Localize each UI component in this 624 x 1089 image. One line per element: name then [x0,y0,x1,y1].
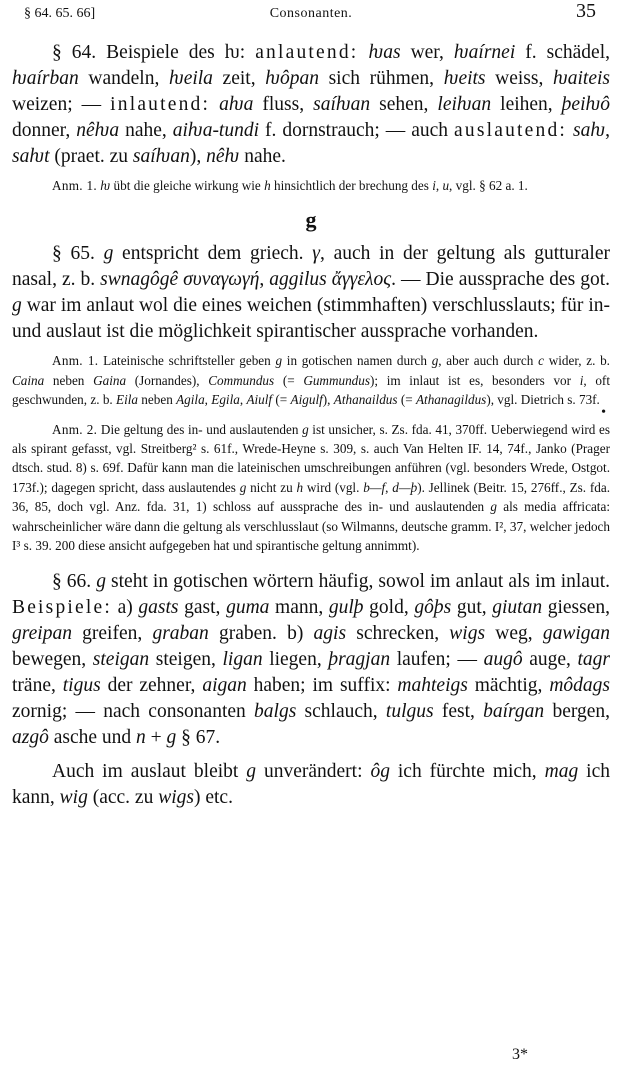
text-run: Auch im auslaut bleibt [52,761,247,783]
header-section-ref: § 64. 65. 66] [24,6,96,21]
text-run: zornig; — nach consonanten [12,701,255,723]
text-run: , [435,178,443,193]
gothic-word: ƕas [368,42,401,63]
text-run: mann, [269,597,329,619]
text-run: ich fürchte mich, [389,761,545,783]
text-run: ich kann, [12,761,610,809]
text-run: auge, [522,649,578,671]
gothic-word: þeiƕô [561,94,611,115]
gothic-word: n [136,727,146,749]
text-run: laufen; — [390,649,484,671]
text-run: wer, [400,42,454,63]
text-run: war im anlaut wol die eines weichen (stimmhaften) verschlusslauts; für in- und auslaut ist die möglichkeit spirantischer aussprache vorhanden. [12,295,610,343]
text-run: , [204,392,212,408]
gothic-word: Aigulf [290,392,323,408]
greek-word: συναγωγή [183,269,260,291]
gothic-word: wigs [158,787,194,809]
gothic-word: g [302,421,309,437]
note-65-2 [12,420,610,556]
gothic-word: steigan [92,649,150,671]
page-number: 35 [576,0,596,22]
text-run: unverändert: [256,761,371,783]
gothic-word: saíƕan [313,94,371,115]
spaced-word: auslautend: [454,120,568,141]
text-run: , [259,269,270,291]
text-run: , [239,392,247,408]
gothic-word: gasts [138,597,179,619]
text-run: Lateinische schriftsteller geben [98,353,276,369]
text-run: mächtig, [467,675,550,697]
stray-mark: • [601,405,606,420]
text-run: bewegen, [12,649,93,671]
gothic-word: môdags [549,675,610,697]
text-run: wider, z. b. [543,353,610,369]
gothic-word: u [442,178,450,193]
text-run: wird (vgl. [303,479,364,495]
gothic-word: saíƕan [132,146,190,167]
text-run: , auch in der geltung als gutturaler nasal, z. b. [12,243,610,291]
text-run: hinsichtlich der brechung des [270,178,433,193]
gothic-word: Agila [176,392,205,408]
greek-word: ἄγγελος [331,269,392,291]
text-run: (acc. zu [87,787,159,809]
gothic-word: ƕeila [168,68,213,89]
section-64-paragraph [12,40,610,170]
text-run: ist unsicher, s. Zs. fda. 41, 370ff. Ueberwiegend wird es als spirant gefasst, vgl. Streitberg² s. 61f., Wrede-Heyne s. 309, s. auch Van Helten IF. 14, 74f., Janko (Prager dtsch. stud. 8) s. 69f. Dafür kann man die lateinischen umschreibungen anführen (vgl. besonders Wrede, Ostgot. 173f.); dagegen spricht, dass auslautendes [12,421,611,495]
text-run: donner, [12,120,77,141]
text-run: asche und [48,727,137,749]
gothic-word: Aiulf [246,392,273,408]
text-run: , [385,479,393,495]
section-heading-g: g [305,207,317,233]
text-run: (= [274,372,304,388]
text-run: ), [189,146,207,167]
gothic-word: g [239,479,247,495]
gothic-word: wigs [449,623,486,645]
text-run: bergen, [544,701,611,723]
text-run: ). Jellinek (Beitr. 15, 276ff., Zs. fda. 36, 85, doch vgl. Anz. fda. 31, 1) schloss auf aussprache des in- und auslautenden [12,479,610,515]
gothic-word: Commundus [208,372,275,388]
text-run [210,94,219,115]
text-run: der zehner, [100,675,203,697]
gothic-word: Eila [116,392,138,408]
section-66-paragraph [12,569,610,751]
gothic-word: g [490,499,497,515]
gothic-word: Athanaildus [333,392,398,408]
section-64-intro: § 64. Beispiele des ƕ: [52,42,246,63]
text-run: schrecken, [346,623,450,645]
gothic-word: azgô [12,727,49,749]
text-run: wandeln, [78,68,169,89]
gothic-word: mag [544,761,579,783]
section-65-paragraph [12,241,610,345]
gothic-word: graban [152,623,209,645]
spaced-word: inlautend: [110,94,211,115]
text-run: gold, [363,597,415,619]
note-64-1 [12,176,610,195]
gothic-word: gulþ [328,597,364,619]
text-run: träne, [12,675,63,697]
text-run: weg, [485,623,543,645]
text-run: a) [111,597,139,619]
gothic-word: g [166,727,177,749]
text-run: übt die gleiche wirkung wie [110,178,265,193]
section-66-auslaut-paragraph [12,759,610,811]
gothic-word: Athanagildus [415,392,487,408]
gothic-word: c [538,353,544,369]
text-run: gut, [451,597,493,619]
text-run: + [145,727,167,749]
gothic-word: giutan [492,597,543,619]
text-run: § 65. [52,243,104,265]
text-run: f. dornstrauch; — auch [259,120,455,141]
gothic-word: tagr [577,649,611,671]
gothic-word: mahteigs [397,675,468,697]
text-run: (Jornandes), [126,372,209,388]
text-run: nicht zu [246,479,297,495]
text-run: entspricht dem griech. [113,243,313,265]
gothic-word: Gaina [93,372,127,388]
text-run: graben. b) [208,623,314,645]
text-run: ); im inlaut ist es, besonders vor [369,372,580,388]
gothic-word: swnagôgê [100,269,179,291]
text-run: fest, [433,701,484,723]
text-run: steht in gotischen wörtern häufig, sowol im anlaut als im inlaut. [105,571,610,593]
gothic-word: Egila [211,392,240,408]
gothic-word: gawigan [542,623,610,645]
text-run: Die geltung des in- und auslautenden [97,421,303,437]
text-run: sehen, [370,94,438,115]
text-run: , aber auch durch [438,353,539,369]
gothic-word: aggilus [269,269,327,291]
spaced-word: anlautend: [255,42,359,63]
gothic-word: leiƕan [437,94,492,115]
gothic-word: ligan [222,649,263,671]
gothic-word: tigus [62,675,101,697]
note-label: Anm. 2. [52,421,98,437]
gothic-word: b—f [363,479,386,495]
gothic-word: baírgan [483,701,545,723]
text-run: ) etc. [193,787,233,809]
text-run: , [605,120,610,141]
text-run: zeit, [212,68,266,89]
spaced-word: Beispiele: [12,597,112,619]
text-run: (praet. zu [49,146,133,167]
text-run: ), [322,392,334,408]
gothic-word: g [96,571,106,593]
gothic-word: ƕeits [443,68,486,89]
gothic-word: ôg [370,761,390,783]
gothic-word: ƕôpan [265,68,319,89]
note-label: Anm. 1. [52,353,99,369]
gothic-word: d—þ [392,479,418,495]
gothic-word: ƕ [100,178,111,193]
text-run: als media affricata: wahrscheinlicher wäre dann die geltung als verschlusslaut (so Wilmanns, deutsche gramm. I², 37, welcher jedoch I³ s. 39. 200 diese ansicht aufgegeben hat und spirantische geltung annimmt). [12,499,610,554]
text-run: (= [272,392,291,408]
gothic-word: aigan [202,675,247,697]
gothic-word: wig [59,787,88,809]
gothic-word: aiƕa-tundi [172,120,260,141]
gothic-word: þragjan [328,649,391,671]
text-run: . — Die aussprache des got. [391,269,611,291]
gothic-word: ƕaírban [12,68,79,89]
text-run [358,42,368,63]
text-run: ), vgl. Dietrich s. 73f. [486,392,600,408]
text-run: gast, [178,597,227,619]
gothic-word: balgs [254,701,297,723]
text-run: leihen, [491,94,562,115]
gothic-word: Gummundus [303,372,370,388]
text-run: steigen, [149,649,223,671]
gothic-word: nêƕ [206,146,240,167]
gothic-word: saƕ [573,120,606,141]
gothic-word: i [579,372,584,388]
text-run: greifen, [71,623,153,645]
gothic-word: nêƕa [76,120,120,141]
gothic-word: g [431,353,439,369]
gothic-word: saƕt [12,146,50,167]
text-run: , vgl. § 62 a. 1. [449,178,528,193]
text-run: § 66. [52,571,97,593]
page-body [12,40,610,811]
running-header [12,0,610,30]
gothic-word: ƕaiteis [552,68,610,89]
text-run: in gotischen namen durch [282,353,432,369]
text-run: nahe. [239,146,286,167]
gothic-word: guma [226,597,270,619]
gothic-word: augô [483,649,523,671]
signature-mark: 3* [512,1046,528,1063]
text-run: fluss, [253,94,314,115]
gothic-word: h [296,479,304,495]
gothic-word: g [12,295,22,317]
gothic-word: g [275,353,283,369]
gothic-word: Caina [12,372,45,388]
text-run: weiss, [485,68,553,89]
header-title: Consonanten. [269,6,353,21]
gothic-word: aƕa [219,94,254,115]
gothic-word: gôþs [414,597,452,619]
greek-word: γ [312,243,320,265]
gothic-word: g [103,243,114,265]
text-run: sich rühmen, [318,68,444,89]
gothic-word: tulgus [385,701,434,723]
text-run: weizen; — [12,94,111,115]
gothic-word: h [264,178,271,193]
text-run: schlauch, [296,701,386,723]
text-run: nahe, [119,120,173,141]
text-run: , oft geschwunden, z. b. [12,372,610,408]
note-65-1 [12,351,610,409]
text-run: neben [44,372,94,388]
gothic-word: g [246,761,256,783]
text-run: § 67. [176,727,221,749]
gothic-word: ƕaírnei [453,42,516,63]
text-run: liegen, [262,649,329,671]
text-run: giessen, [542,597,611,619]
gothic-word: agis [313,623,347,645]
text-run: neben [138,392,177,408]
gothic-word: greipan [12,623,72,645]
text-run: haben; im suffix: [246,675,398,697]
text-run: f. schädel, [515,42,610,63]
text-run: (= [397,392,416,408]
gothic-word: i [432,178,436,193]
note-label: Anm. 1. [52,178,97,193]
